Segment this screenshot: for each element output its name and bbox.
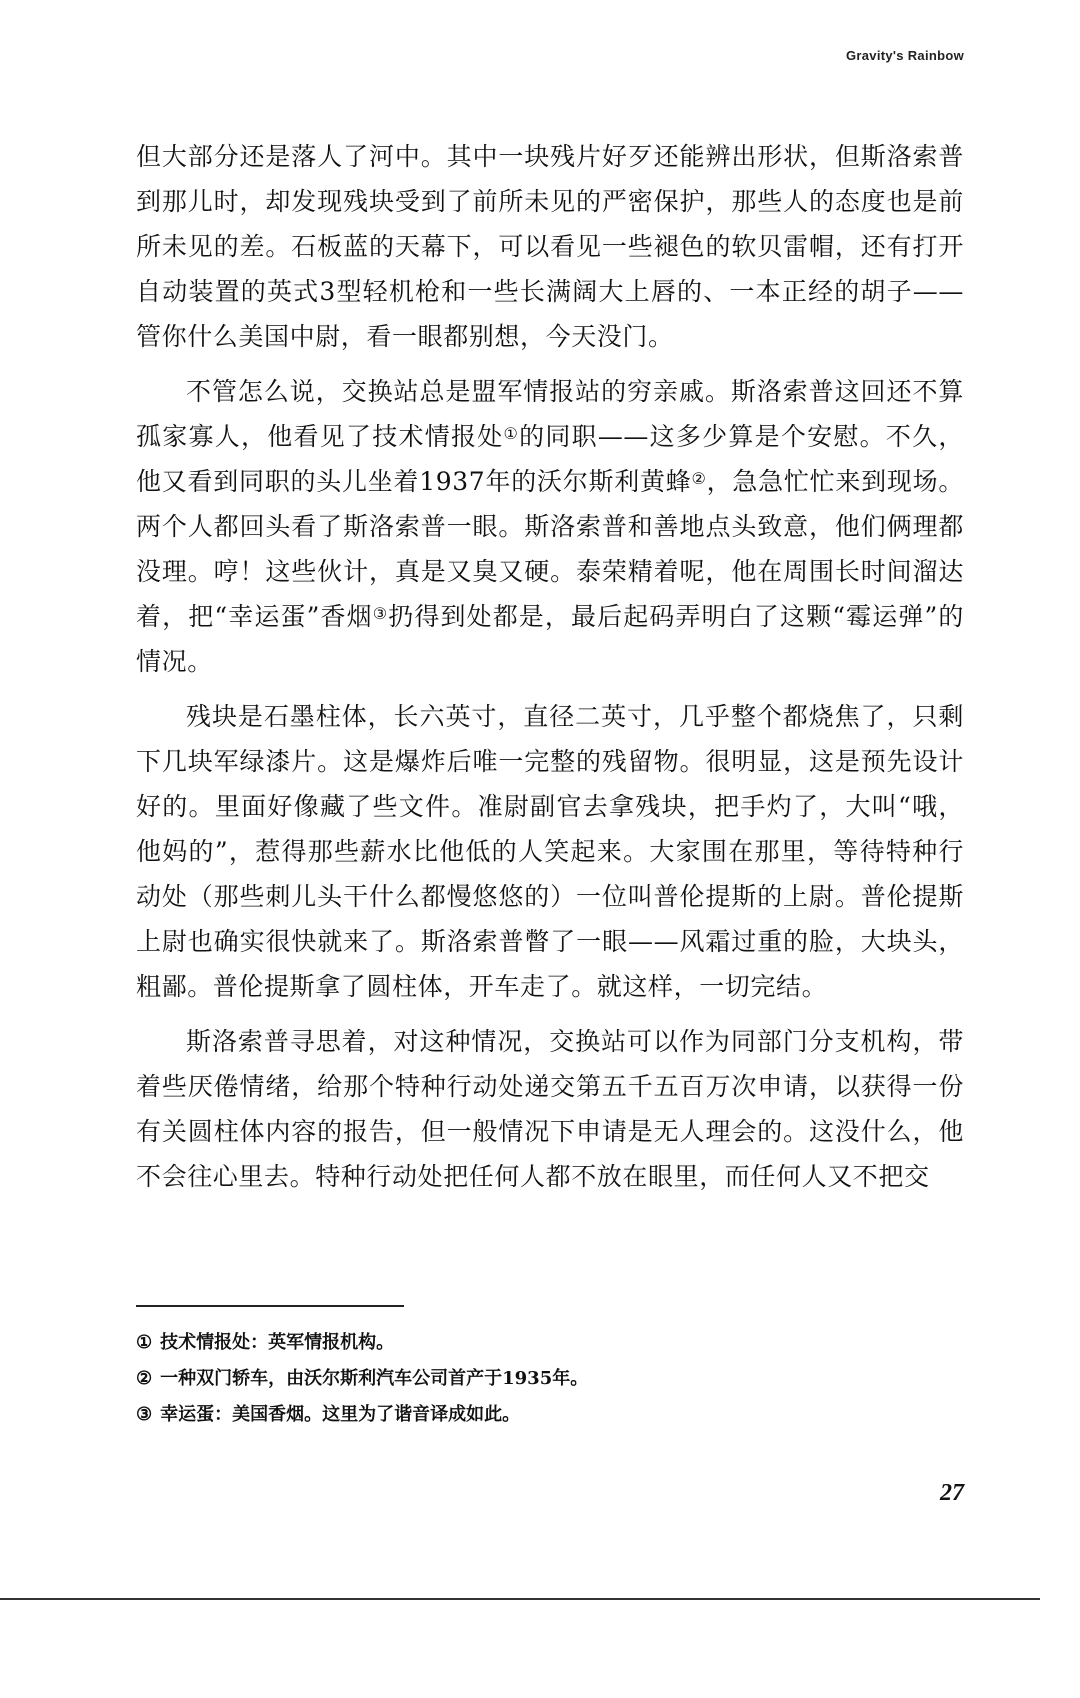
footnote-2-marker: ② [136,1368,153,1389]
footnote-1-marker: ① [136,1332,153,1353]
running-title: Gravity's Rainbow [846,48,964,63]
paragraph-3 [136,694,964,1009]
footnote-ref-1[interactable]: ① [503,424,520,443]
paragraph-2-text-d: 扔得到处都是，最后起码弄明白了这颗“霉运弹”的情况。 [136,602,964,676]
paragraph-2-text-a: 不管怎么说，交换站总是盟军情报站的穷亲戚。斯洛索普这回还不算孤家寡人，他看见了技术情报处 [136,377,964,451]
paragraph-2 [136,369,964,684]
paragraph-2-text-c: ，急急忙忙来到现场。两个人都回头看了斯洛索普一眼。斯洛索普和善地点头致意，他们俩理都没理。哼！这些伙计，真是又臭又硬。泰荣精着呢，他在周围长时间溜达着，把“幸运蛋”香烟 [136,467,964,631]
footnote-ref-2[interactable]: ② [691,469,707,488]
footnote-ref-3[interactable]: ③ [372,604,389,623]
footnote-2 [136,1361,936,1397]
paragraph-3-text: 残块是石墨柱体，长六英寸，直径二英寸，几乎整个都烧焦了，只剩下几块军绿漆片。这是爆炸后唯一完整的残留物。很明显，这是预先设计好的。里面好像藏了些文件。准尉副官去拿残块，把手灼了，大叫“哦，他妈的”，惹得那些薪水比他低的人笑起来。大家围在那里，等待特种行动处（那些刺儿头干什么都慢悠悠的）一位叫普伦提斯的上尉。普伦提斯上尉也确实很快就来了。斯洛索普瞥了一眼——风霜过重的脸，大块头，粗鄙。普伦提斯拿了圆柱体，开车走了。就这样，一切完结。 [136,702,964,1001]
footnote-1-text: 技术情报处：英军情报机构。 [160,1332,395,1353]
footnote-3-marker: ③ [136,1404,153,1425]
main-text [136,134,964,1209]
paragraph-4-text: 斯洛索普寻思着，对这种情况，交换站可以作为同部门分支机构，带着些厌倦情绪，给那个特种行动处递交第五千五百万次申请，以获得一份有关圆柱体内容的报告，但一般情况下申请是无人理会的。这没什么，他不会往心里去。特种行动处把任何人都不放在眼里，而任何人又不把交 [136,1027,964,1191]
footnote-3 [136,1397,936,1433]
footnotes [136,1325,936,1433]
footnote-1 [136,1325,936,1361]
footnote-divider [136,1305,404,1307]
page-number: 27 [940,1480,964,1506]
footnote-2-text: 一种双门轿车，由沃尔斯利汽车公司首产于1935年。 [160,1368,589,1389]
paragraph-1 [136,134,964,359]
paragraph-4 [136,1019,964,1199]
footnote-3-text: 幸运蛋：美国香烟。这里为了谐音译成如此。 [160,1404,521,1425]
scan-edge-line [0,1598,1040,1600]
paragraph-1-text: 但大部分还是落人了河中。其中一块残片好歹还能辨出形状，但斯洛索普到那儿时，却发现残块受到了前所未见的严密保护，那些人的态度也是前所未见的差。石板蓝的天幕下，可以看见一些褪色的软贝雷帽，还有打开自动装置的英式3型轻机枪和一些长满阔大上唇的、一本正经的胡子——管你什么美国中尉，看一眼都别想，今天没门。 [136,142,964,351]
paragraph-2-text-b: 的同职——这多少算是个安慰。不久，他又看到同职的头儿坐着1937年的沃尔斯利黄蜂 [136,422,964,496]
